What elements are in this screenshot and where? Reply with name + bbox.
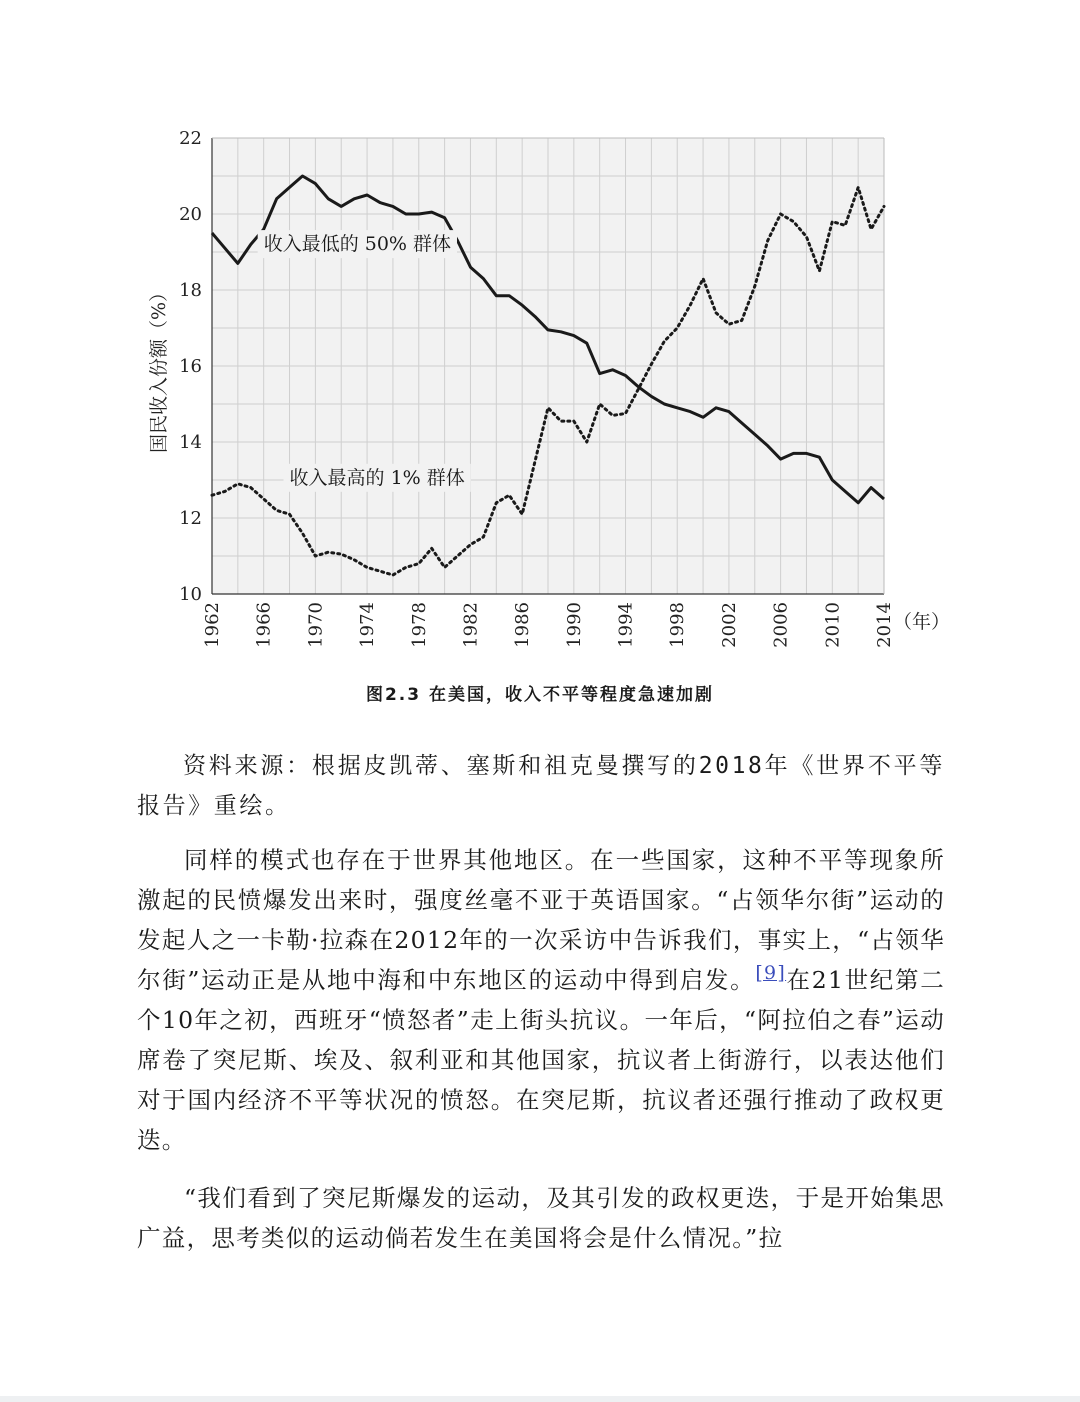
series-label-top-1: 收入最高的 1% 群体 bbox=[289, 466, 465, 489]
body-paragraph-3: “我们看到了突尼斯爆发的运动，及其引发的政权更迭，于是开始集思广益，思考类似的运动倘若发生在美国将会是什么情况。”拉 bbox=[137, 1184, 945, 1252]
x-tick-label: 1994 bbox=[615, 602, 637, 648]
x-tick-label: 1970 bbox=[305, 602, 327, 648]
y-tick-label: 10 bbox=[179, 584, 202, 605]
x-tick-label: 2014 bbox=[874, 602, 895, 648]
series-label-bottom-50: 收入最低的 50% 群体 bbox=[263, 233, 452, 256]
x-tick-label: 2002 bbox=[718, 602, 740, 648]
x-tick-label: 2006 bbox=[770, 602, 792, 648]
x-axis-unit-label: （年） bbox=[893, 611, 951, 633]
x-tick-label: 1982 bbox=[460, 602, 482, 648]
line-chart bbox=[0, 0, 1080, 670]
y-tick-label: 16 bbox=[179, 356, 202, 377]
y-tick-label: 14 bbox=[179, 432, 202, 453]
x-tick-label: 1978 bbox=[408, 602, 430, 648]
figure-caption: 图2.3 在美国，收入不平等程度急速加剧 bbox=[365, 685, 715, 705]
bottom-divider bbox=[0, 1396, 1080, 1402]
x-tick-label: 1966 bbox=[253, 602, 275, 648]
x-tick-label: 1974 bbox=[357, 602, 379, 648]
body-paragraph-2 bbox=[137, 840, 945, 1160]
x-tick-label: 1998 bbox=[667, 602, 689, 648]
y-tick-label: 20 bbox=[179, 204, 202, 225]
y-tick-label: 22 bbox=[179, 128, 202, 149]
y-tick-label: 12 bbox=[179, 508, 202, 529]
para2-text-a: 同样的模式也存在于世界其他地区。在一些国家，这种不平等现象所激起的民愤爆发出来时，强度丝毫不亚于英语国家。“占领华尔街”运动的发起人之一卡勒·拉森在2012年的一次采访中告诉我们，事实上，“占领华尔街”运动正是从地中海和中东地区的运动中得到启发。 bbox=[137, 846, 945, 994]
x-tick-label: 1962 bbox=[202, 602, 223, 648]
y-tick-label: 18 bbox=[179, 280, 202, 301]
footnote-link[interactable]: [9] bbox=[755, 962, 787, 985]
source-paragraph: 资料来源：根据皮凯蒂、塞斯和祖克曼撰写的2018年《世界不平等报告》重绘。 bbox=[137, 753, 945, 819]
y-axis-label: 国民收入份额（%） bbox=[148, 282, 170, 454]
para2-text-b: 在21世纪第二个10年之初，西班牙“愤怒者”走上街头抗议。一年后，“阿拉伯之春”运动席卷了突尼斯、埃及、叙利亚和其他国家，抗议者上街游行，以表达他们对于国内经济不平等状况的愤怒。在突尼斯，抗议者还强行推动了政权更迭。 bbox=[137, 966, 945, 1154]
x-tick-label: 2010 bbox=[822, 602, 844, 648]
x-tick-label: 1986 bbox=[512, 602, 534, 648]
x-tick-label: 1990 bbox=[563, 602, 585, 648]
